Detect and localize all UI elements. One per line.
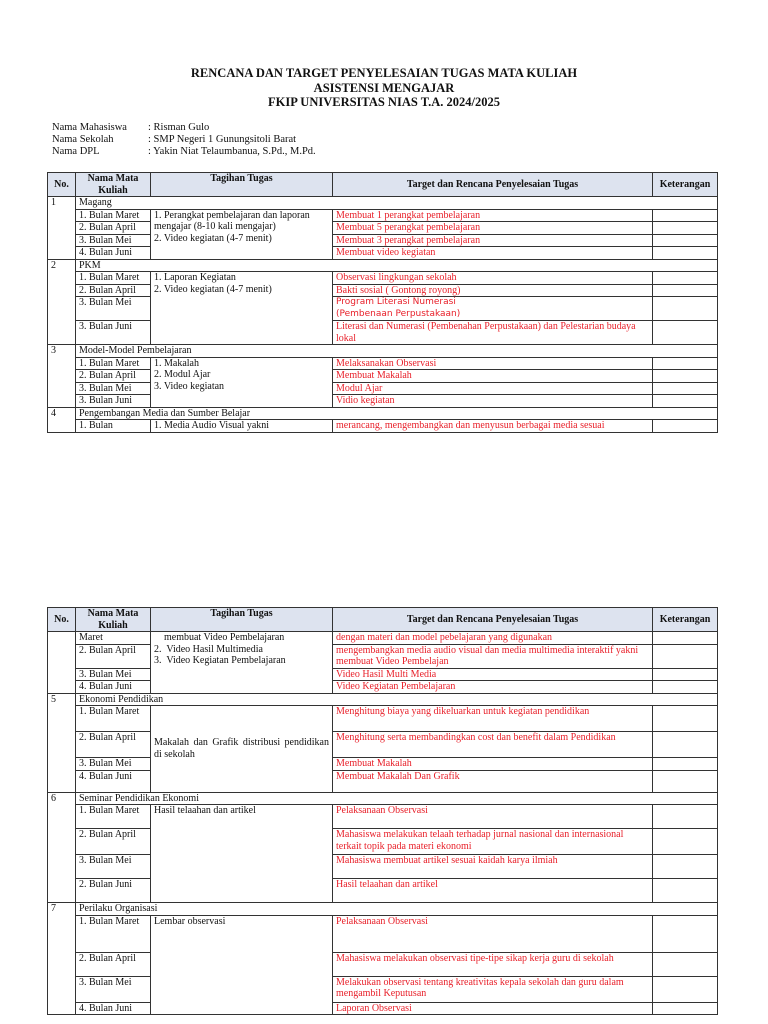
target-cell: Membuat Makalah <box>333 370 653 383</box>
table-row <box>48 395 718 408</box>
target-cell: Pelaksanaan Observasi <box>333 915 653 952</box>
table-row <box>48 247 718 260</box>
month-cell: 3. Bulan Mei <box>76 855 151 879</box>
note-cell <box>653 644 718 668</box>
table-row <box>48 644 718 668</box>
info-school <box>52 134 296 146</box>
month-cell: 4. Bulan Juni <box>76 1002 151 1015</box>
target-cell: Hasil telaahan dan artikel <box>333 879 653 903</box>
note-cell <box>653 668 718 681</box>
note-cell <box>653 681 718 694</box>
table-row <box>48 272 718 285</box>
note-cell <box>653 976 718 1002</box>
doc-title-line-1: RENCANA DAN TARGET PENYELESAIAN TUGAS MATA KULIAH <box>190 66 578 80</box>
note-cell <box>653 297 718 321</box>
target-cell: Video Kegiatan Pembelajaran <box>333 681 653 694</box>
month-cell: 4. Bulan Juni <box>76 681 151 694</box>
task-cell: Makalah dan Grafik distribusi pendidikan di sekolah <box>151 706 333 793</box>
header-no: No. <box>48 173 76 197</box>
month-cell: 2. Bulan April <box>76 370 151 383</box>
note-cell <box>653 370 718 383</box>
row-no: 2 <box>48 259 76 345</box>
note-cell <box>653 855 718 879</box>
course-name: Seminar Pendidikan Ekonomi <box>76 792 718 805</box>
table-row <box>48 805 718 829</box>
table-row <box>48 668 718 681</box>
target-cell: dengan materi dan model pebelajaran yang digunakan <box>333 632 653 645</box>
group-row <box>48 197 718 210</box>
target-cell: Literasi dan Numerasi (Pembenahan Perpustakaan) dan Pelestarian budaya lokal <box>333 321 653 345</box>
target-cell: mengembangkan media audio visual dan media multimedia interaktif yakni membuat Video Pembelajan <box>333 644 653 668</box>
target-cell: Membuat Makalah Dan Grafik <box>333 770 653 792</box>
header-target: Target dan Rencana Penyelesaian Tugas <box>333 173 653 197</box>
task-cell: 1. Laporan Kegiatan 2. Video kegiatan (4-7 menit) <box>151 272 333 345</box>
target-cell: Melakukan observasi tentang kreativitas kepala sekolah dan guru dalam mengambil Keputusan <box>333 976 653 1002</box>
month-cell: 3. Bulan Mei <box>76 382 151 395</box>
target-cell: Mahasiswa melakukan observasi tipe-tipe sikap kerja guru di sekolah <box>333 952 653 976</box>
month-cell: 4. Bulan Juni <box>76 770 151 792</box>
table-row <box>48 706 718 732</box>
table-row <box>48 632 718 645</box>
table-row <box>48 855 718 879</box>
month-cell: 3. Bulan Mei <box>76 668 151 681</box>
table-row <box>48 382 718 395</box>
row-no: 3 <box>48 345 76 408</box>
target-cell: Vidio kegiatan <box>333 395 653 408</box>
header-task: Tagihan Tugas <box>151 608 333 632</box>
month-cell: 2. Bulan April <box>76 952 151 976</box>
month-cell: 4. Bulan Juni <box>76 247 151 260</box>
note-cell <box>653 706 718 732</box>
target-cell: Video Hasil Multi Media <box>333 668 653 681</box>
month-cell: 1. Bulan Maret <box>76 805 151 829</box>
note-cell <box>653 247 718 260</box>
course-name: Magang <box>76 197 718 210</box>
note-cell <box>653 952 718 976</box>
course-name: Perilaku Organisasi <box>76 903 718 916</box>
month-cell: 1. Bulan Maret <box>76 706 151 732</box>
group-row <box>48 259 718 272</box>
doc-title-line-3: FKIP UNIVERSITAS NIAS T.A. 2024/2025 <box>268 95 500 109</box>
table-row <box>48 370 718 383</box>
table-header-row <box>48 608 718 632</box>
table-row <box>48 915 718 952</box>
note-cell <box>653 805 718 829</box>
course-name: Model-Model Pembelajaran <box>76 345 718 358</box>
month-cell: 2. Bulan April <box>76 829 151 855</box>
note-cell <box>653 382 718 395</box>
target-cell: Pelaksanaan Observasi <box>333 805 653 829</box>
table-row <box>48 879 718 903</box>
note-cell <box>653 272 718 285</box>
month-cell: 3. Bulan Juni <box>76 395 151 408</box>
note-cell <box>653 209 718 222</box>
table-row <box>48 420 718 433</box>
note-cell <box>653 632 718 645</box>
info-label: Nama Mahasiswa <box>52 122 127 133</box>
note-cell <box>653 915 718 952</box>
note-cell <box>653 770 718 792</box>
target-cell: Melaksanakan Observasi <box>333 357 653 370</box>
target-cell: Membuat Makalah <box>333 758 653 771</box>
note-cell <box>653 357 718 370</box>
month-cell: 1. Bulan Maret <box>76 357 151 370</box>
month-cell: 2. Bulan April <box>76 222 151 235</box>
course-name: PKM <box>76 259 718 272</box>
note-cell <box>653 1002 718 1015</box>
task-table-page-1 <box>47 172 718 433</box>
table-row <box>48 284 718 297</box>
table-row <box>48 770 718 792</box>
table-row <box>48 952 718 976</box>
note-cell <box>653 321 718 345</box>
month-cell: 3. Bulan Mei <box>76 297 151 321</box>
header-course: Nama Mata Kuliah <box>76 608 151 632</box>
course-name: Ekonomi Pendidikan <box>76 693 718 706</box>
month-cell: 1. Bulan Maret <box>76 915 151 952</box>
target-cell: Program Literasi Numerasi (Pembenaan Perpustakaan) <box>333 297 653 321</box>
table-row <box>48 357 718 370</box>
group-row <box>48 693 718 706</box>
table-row <box>48 681 718 694</box>
info-label: Nama Sekolah <box>52 134 114 145</box>
month-cell: 2. Bulan April <box>76 644 151 668</box>
row-no <box>48 632 76 694</box>
group-row <box>48 903 718 916</box>
table-row <box>48 1002 718 1015</box>
target-cell: Menghitung serta membandingkan cost dan benefit dalam Pendidikan <box>333 732 653 758</box>
group-row <box>48 407 718 420</box>
row-no: 1 <box>48 197 76 260</box>
task-cell: 1. Makalah 2. Modul Ajar 3. Video kegiatan <box>151 357 333 407</box>
info-value: : Yakin Niat Telaumbanua, S.Pd., M.Pd. <box>148 146 316 157</box>
header-note: Keterangan <box>653 608 718 632</box>
header-target: Target dan Rencana Penyelesaian Tugas <box>333 608 653 632</box>
course-name: Pengembangan Media dan Sumber Belajar <box>76 407 718 420</box>
table-row <box>48 234 718 247</box>
table-row <box>48 209 718 222</box>
task-cell: 1. Media Audio Visual yakni <box>151 420 333 433</box>
target-cell: Membuat 5 perangkat pembelajaran <box>333 222 653 235</box>
month-cell: 3. Bulan Mei <box>76 758 151 771</box>
note-cell <box>653 420 718 433</box>
table-row <box>48 732 718 758</box>
target-cell: Mahasiswa membuat artikel sesuai kaidah karya ilmiah <box>333 855 653 879</box>
group-row <box>48 345 718 358</box>
month-cell: 1. Bulan Maret <box>76 209 151 222</box>
header-note: Keterangan <box>653 173 718 197</box>
month-cell: 3. Bulan Mei <box>76 976 151 1002</box>
info-student <box>52 122 209 134</box>
target-cell: Menghitung biaya yang dikeluarkan untuk kegiatan pendidikan <box>333 706 653 732</box>
note-cell <box>653 284 718 297</box>
target-cell: merancang, mengembangkan dan menyusun berbagai media sesuai <box>333 420 653 433</box>
task-cell: membuat Video Pembelajaran 2. Video Hasil Multimedia 3. Video Kegiatan Pembelajaran <box>151 632 333 694</box>
note-cell <box>653 758 718 771</box>
table-row <box>48 321 718 345</box>
table-row <box>48 829 718 855</box>
row-no: 7 <box>48 903 76 1015</box>
note-cell <box>653 879 718 903</box>
info-label: Nama DPL <box>52 146 100 157</box>
month-cell: 2. Bulan April <box>76 732 151 758</box>
info-value: : SMP Negeri 1 Gunungsitoli Barat <box>148 134 297 145</box>
table-row <box>48 222 718 235</box>
target-cell: Membuat 3 perangkat pembelajaran <box>333 234 653 247</box>
info-dpl <box>52 146 316 158</box>
target-cell: Mahasiswa melakukan telaah terhadap jurnal nasional dan internasional terkait topik pada materi ekonomi <box>333 829 653 855</box>
task-cell: Lembar observasi <box>151 915 333 1015</box>
task-cell: 1. Perangkat pembelajaran dan laporan mengajar (8-10 kali mengajar) 2. Video kegiatan (4-7 menit) <box>151 209 333 259</box>
note-cell <box>653 395 718 408</box>
target-cell: Bakti sosial ( Gontong royong) <box>333 284 653 297</box>
task-cell: Hasil telaahan dan artikel <box>151 805 333 903</box>
target-cell: Modul Ajar <box>333 382 653 395</box>
row-no: 6 <box>48 792 76 903</box>
month-cell: 1. Bulan Maret <box>76 272 151 285</box>
task-table-page-2 <box>47 607 718 1015</box>
month-cell: 2. Bulan April <box>76 284 151 297</box>
group-row <box>48 792 718 805</box>
note-cell <box>653 222 718 235</box>
table-header-row <box>48 173 718 197</box>
note-cell <box>653 732 718 758</box>
month-cell: Maret <box>76 632 151 645</box>
target-cell: Membuat video kegiatan <box>333 247 653 260</box>
note-cell <box>653 234 718 247</box>
target-cell: Observasi lingkungan sekolah <box>333 272 653 285</box>
table-row <box>48 758 718 771</box>
target-cell: Membuat 1 perangkat pembelajaran <box>333 209 653 222</box>
header-course: Nama Mata Kuliah <box>76 173 151 197</box>
row-no: 4 <box>48 407 76 432</box>
row-no: 5 <box>48 693 76 792</box>
month-cell: 3. Bulan Mei <box>76 234 151 247</box>
info-value: : Risman Gulo <box>148 122 210 133</box>
month-cell: 3. Bulan Juni <box>76 321 151 345</box>
header-task: Tagihan Tugas <box>151 173 333 197</box>
month-cell: 2. Bulan Juni <box>76 879 151 903</box>
table-row <box>48 297 718 321</box>
header-no: No. <box>48 608 76 632</box>
target-cell: Laporan Observasi <box>333 1002 653 1015</box>
table-row <box>48 976 718 1002</box>
doc-title-line-2: ASISTENSI MENGAJAR <box>313 81 455 95</box>
month-cell: 1. Bulan <box>76 420 151 433</box>
note-cell <box>653 829 718 855</box>
